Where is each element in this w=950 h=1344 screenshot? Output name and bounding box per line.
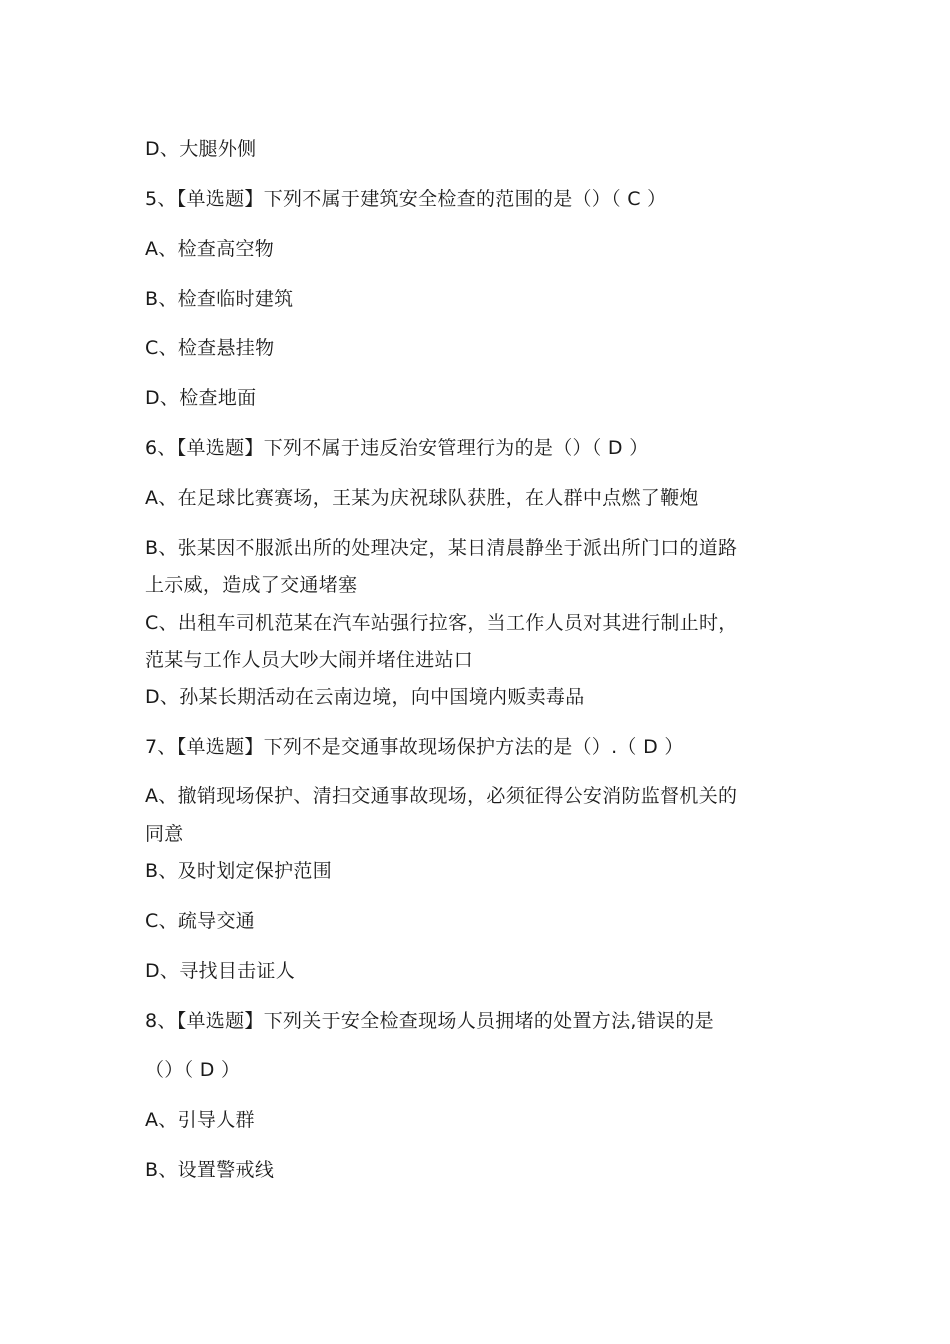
option-a-q8: A、引导人群 [145,1109,255,1131]
option-a-q6: A、在足球比赛赛场，王某为庆祝球队获胜，在人群中点燃了鞭炮 [145,487,699,509]
question-8-line2: （）（ D ） [145,1059,241,1081]
option-b-q7: B、及时划定保护范围 [145,860,333,882]
question-5: 5、【单选题】下列不属于建筑安全检查的范围的是（）（ C ） [145,188,667,210]
question-6: 6、【单选题】下列不属于违反治安管理行为的是（）（ D ） [145,437,649,459]
option-d-q4: D、大腿外侧 [145,138,257,160]
option-d-q5: D、检查地面 [145,387,257,409]
option-a-q5: A、检查高空物 [145,238,275,260]
option-d-q7: D、寻找目击证人 [145,960,296,982]
option-c-q7: C、疏导交通 [145,910,256,932]
question-8-line1: 8、【单选题】下列关于安全检查现场人员拥堵的处置方法,错误的是 [145,1010,714,1032]
option-a-q7-line2: 同意 [145,823,184,845]
question-7: 7、【单选题】下列不是交通事故现场保护方法的是（）.（ D ） [145,736,684,758]
option-d-q6: D、孙某长期活动在云南边境，向中国境内贩卖毒品 [145,686,585,708]
option-c-q5: C、检查悬挂物 [145,337,275,359]
option-b-q6-line1: B、张某因不服派出所的处理决定，某日清晨静坐于派出所门口的道路 [145,537,738,559]
option-c-q6-line2: 范某与工作人员大吵大闹并堵住进站口 [145,649,474,671]
option-b-q6-line2: 上示威，造成了交通堵塞 [145,574,358,596]
option-c-q6-line1: C、出租车司机范某在汽车站强行拉客，当工作人员对其进行制止时， [145,612,738,634]
option-b-q5: B、检查临时建筑 [145,288,294,310]
option-b-q8: B、设置警戒线 [145,1159,275,1181]
option-a-q7-line1: A、撤销现场保护、清扫交通事故现场，必须征得公安消防监督机关的 [145,785,738,807]
